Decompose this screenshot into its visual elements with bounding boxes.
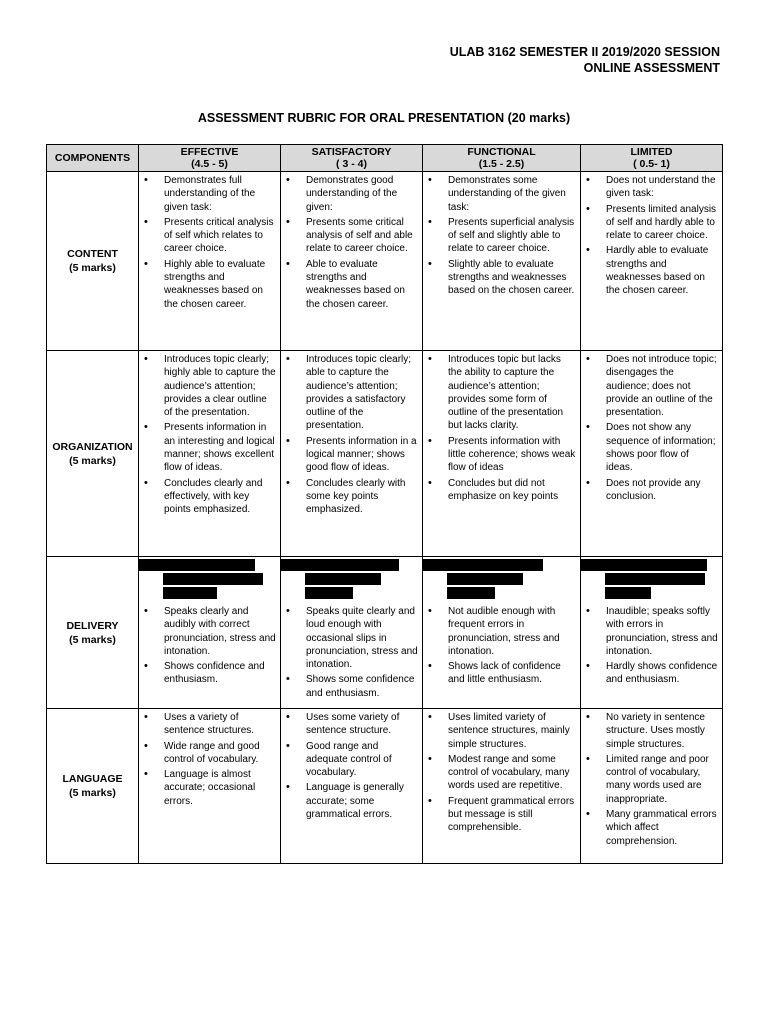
redaction-bar: [305, 573, 381, 585]
rubric-row-organization: [47, 351, 723, 557]
redaction-bar: [163, 573, 263, 585]
column-name: COMPONENTS: [54, 152, 131, 164]
redaction-bar: [605, 587, 651, 599]
criteria-item: • Not audible enough with frequent errors in pronunciation, stress and intonation.: [423, 605, 576, 658]
component-marks: (5 marks): [69, 633, 116, 646]
criteria-item: • Highly able to evaluate strengths and weaknesses based on the chosen career.: [139, 258, 276, 311]
rubric-row-delivery: [47, 557, 723, 709]
criteria-cell: [139, 351, 281, 557]
criteria-list: [281, 351, 422, 521]
criteria-list: [581, 603, 722, 691]
column-header-limited: [581, 145, 723, 172]
criteria-item: • Shows lack of confidence and little enthusiasm.: [423, 660, 576, 687]
component-marks: (5 marks): [69, 787, 116, 799]
criteria-cell: [281, 709, 423, 864]
column-score-range: ( 3 - 4): [336, 158, 367, 170]
component-marks: (5 marks): [69, 454, 116, 467]
component-name: DELIVERY: [66, 619, 119, 632]
criteria-item: • Hardly shows confidence and enthusiasm.: [581, 660, 718, 687]
column-name: FUNCTIONAL: [467, 146, 536, 158]
criteria-item: • Good range and adequate control of vocabulary.: [281, 740, 418, 780]
criteria-list: [423, 351, 580, 507]
header-row: [47, 145, 723, 172]
header-assessment-line: ONLINE ASSESSMENT: [583, 61, 720, 75]
rubric-row-content: [47, 172, 723, 351]
column-score-range: (1.5 - 2.5): [478, 158, 525, 170]
rubric-table: [46, 144, 723, 864]
criteria-cell: [581, 351, 723, 557]
column-score-range: ( 0.5- 1): [633, 158, 670, 170]
criteria-list: [139, 172, 280, 315]
component-cell: [47, 172, 139, 351]
column-header-components: [47, 145, 139, 172]
component-marks: (5 marks): [69, 262, 116, 274]
criteria-list: [581, 172, 722, 302]
criteria-item: • Limited range and poor control of vocabulary, many words used are inappropriate.: [581, 753, 718, 806]
criteria-item: • Modest range and some control of vocabulary, many words used are repetitive.: [423, 753, 576, 793]
criteria-list: [281, 709, 422, 825]
criteria-item: • Presents information in a logical manner; shows good flow of ideas.: [281, 435, 418, 475]
criteria-item: • Concludes clearly with some key points emphasized.: [281, 477, 418, 517]
redacted-block: [581, 557, 722, 603]
criteria-item: • Uses a variety of sentence structures.: [139, 711, 276, 738]
criteria-item: • Introduces topic clearly; highly able to capture the audience’s attention; provides a clear outline of the presentation.: [139, 353, 276, 419]
criteria-item: • Does not introduce topic; disengages the audience; does not provide an outline of the presentation.: [581, 353, 718, 419]
criteria-cell: [423, 172, 581, 351]
criteria-item: • Language is almost accurate; occasional errors.: [139, 768, 276, 808]
redaction-bar: [447, 587, 495, 599]
criteria-item: • Shows confidence and enthusiasm.: [139, 660, 276, 687]
header-course-line: ULAB 3162 SEMESTER II 2019/2020 SESSION: [449, 45, 720, 59]
rubric-title: ASSESSMENT RUBRIC FOR ORAL PRESENTATION (20 marks): [197, 111, 571, 125]
criteria-list: [423, 709, 580, 839]
criteria-item: • Presents critical analysis of self which relates to career choice.: [139, 216, 276, 256]
criteria-item: • Introduces topic clearly; able to capture the audience’s attention; provides a satisfactory outline of the presentation.: [281, 353, 418, 433]
criteria-list: [423, 172, 580, 302]
criteria-item: • Presents information in an interesting and logical manner; shows excellent flow of ideas.: [139, 421, 276, 474]
criteria-item: • Many grammatical errors which affect comprehension.: [581, 808, 718, 848]
component-cell: [47, 557, 139, 709]
criteria-item: • Demonstrates some understanding of the given task:: [423, 174, 576, 214]
criteria-list: [423, 603, 580, 691]
redaction-bar: [281, 559, 399, 571]
criteria-item: • Does not provide any conclusion.: [581, 477, 718, 504]
criteria-list: [139, 709, 280, 812]
criteria-item: • Slightly able to evaluate strengths and weaknesses based on the chosen career.: [423, 258, 576, 298]
column-score-range: (4.5 - 5): [191, 158, 228, 170]
criteria-cell: [281, 351, 423, 557]
criteria-item: • Presents limited analysis of self and hardly able to relate to career choice.: [581, 203, 718, 243]
criteria-item: • Does not understand the given task:: [581, 174, 718, 201]
component-cell: [47, 709, 139, 864]
criteria-item: • Hardly able to evaluate strengths and weaknesses based on the chosen career.: [581, 244, 718, 297]
column-header-satisfactory: [281, 145, 423, 172]
criteria-cell: [423, 709, 581, 864]
redaction-bar: [447, 573, 523, 585]
criteria-item: • Introduces topic but lacks the ability to capture the audience’s attention; provides some form of outline of the presentation but lacks clarity.: [423, 353, 576, 433]
criteria-cell: [581, 172, 723, 351]
criteria-item: • Inaudible; speaks softly with errors in pronunciation, stress and intonation.: [581, 605, 718, 658]
criteria-list: [581, 709, 722, 852]
criteria-cell: [581, 709, 723, 864]
redacted-block: [139, 557, 280, 603]
redaction-bar: [163, 587, 217, 599]
criteria-item: • Uses some variety of sentence structure.: [281, 711, 418, 738]
column-name: LIMITED: [630, 146, 673, 158]
criteria-item: • Concludes but did not emphasize on key points: [423, 477, 576, 504]
criteria-cell: [423, 351, 581, 557]
component-name: ORGANIZATION: [52, 440, 133, 453]
document-header: [450, 44, 720, 76]
column-name: SATISFACTORY: [311, 146, 392, 158]
criteria-item: • Presents information with little coherence; shows weak flow of ideas: [423, 435, 576, 475]
criteria-item: • Concludes clearly and effectively, with key points emphasized.: [139, 477, 276, 517]
criteria-list: [139, 351, 280, 521]
redaction-bar: [581, 559, 707, 571]
criteria-cell: [581, 557, 723, 709]
criteria-item: • Wide range and good control of vocabulary.: [139, 740, 276, 767]
criteria-cell: [423, 557, 581, 709]
redaction-bar: [139, 559, 255, 571]
redacted-block: [423, 557, 580, 603]
criteria-item: • Demonstrates good understanding of the given:: [281, 174, 418, 214]
column-header-effective: [139, 145, 281, 172]
criteria-item: • Presents superficial analysis of self and slightly able to relate to career choice.: [423, 216, 576, 256]
criteria-item: • Able to evaluate strengths and weaknesses based on the chosen career.: [281, 258, 418, 311]
criteria-item: • Shows some confidence and enthusiasm.: [281, 673, 418, 700]
criteria-item: • Speaks quite clearly and loud enough with occasional slips in pronunciation, stress and intonation.: [281, 605, 418, 671]
criteria-cell: [139, 172, 281, 351]
column-name: EFFECTIVE: [180, 146, 239, 158]
redaction-bar: [423, 559, 543, 571]
component-name: LANGUAGE: [62, 773, 123, 785]
criteria-list: [281, 172, 422, 315]
redaction-bar: [305, 587, 353, 599]
criteria-item: • Speaks clearly and audibly with correct pronunciation, stress and intonation.: [139, 605, 276, 658]
criteria-cell: [281, 557, 423, 709]
criteria-item: • Does not show any sequence of information; shows poor flow of ideas.: [581, 421, 718, 474]
redacted-block: [281, 557, 422, 603]
column-header-functional: [423, 145, 581, 172]
criteria-item: • Language is generally accurate; some grammatical errors.: [281, 781, 418, 821]
criteria-list: [281, 603, 422, 704]
criteria-item: • No variety in sentence structure. Uses mostly simple structures.: [581, 711, 718, 751]
criteria-list: [139, 603, 280, 691]
criteria-cell: [281, 172, 423, 351]
criteria-cell: [139, 557, 281, 709]
criteria-item: • Uses limited variety of sentence structures, mainly simple structures.: [423, 711, 576, 751]
criteria-item: • Presents some critical analysis of self and able relate to career choice.: [281, 216, 418, 256]
criteria-item: • Frequent grammatical errors but message is still comprehensible.: [423, 795, 576, 835]
criteria-item: • Demonstrates full understanding of the given task:: [139, 174, 276, 214]
redaction-bar: [605, 573, 705, 585]
criteria-list: [581, 351, 722, 507]
component-cell: [47, 351, 139, 557]
component-name: CONTENT: [67, 248, 118, 260]
rubric-row-language: [47, 709, 723, 864]
criteria-cell: [139, 709, 281, 864]
